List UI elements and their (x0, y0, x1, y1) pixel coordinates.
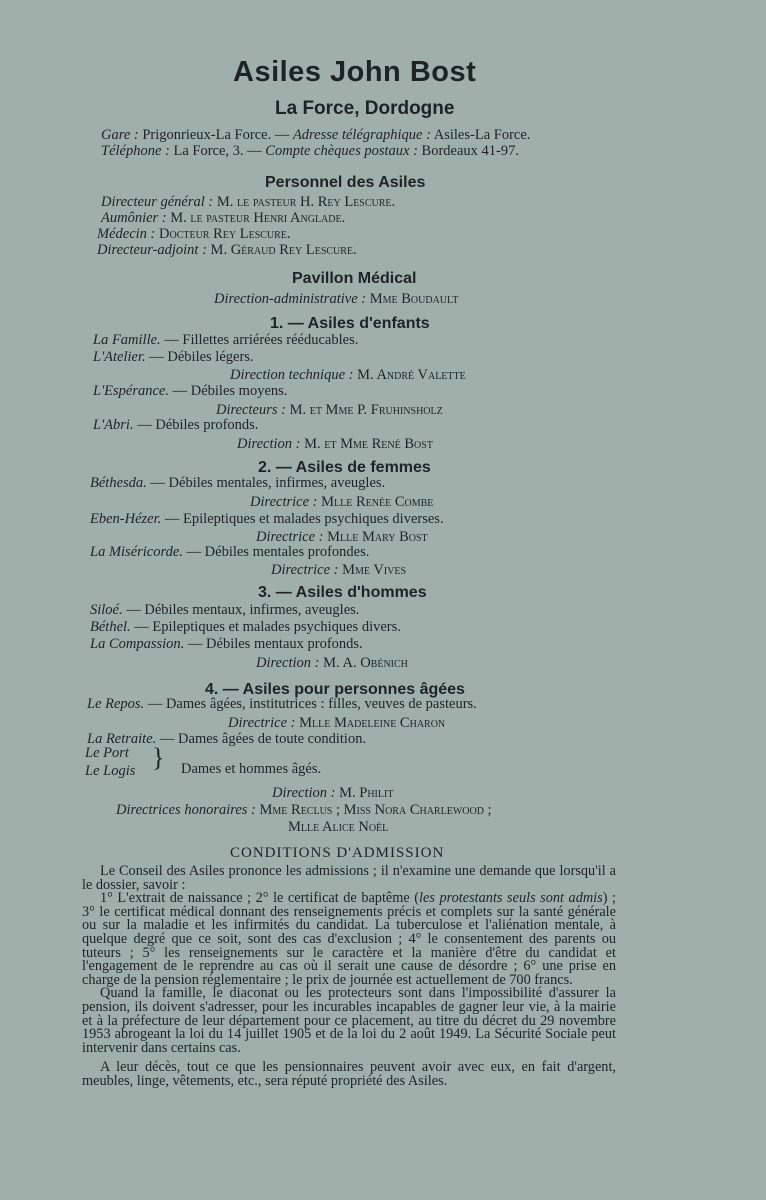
direction-label: Direction : (237, 436, 301, 452)
paragraph-part: 1° L'extrait de naissance ; 2° le certificat de baptême ( (100, 890, 420, 907)
personnel-row (97, 227, 291, 242)
asile-name: Siloé. (90, 602, 123, 618)
conditions-text (82, 865, 616, 1089)
asile-entry (93, 384, 287, 399)
asile-desc: — Débiles moyens. (172, 383, 288, 399)
asile-entry (87, 697, 477, 712)
honorary-directors (116, 803, 492, 818)
direction-line (237, 437, 433, 452)
direction-line (230, 368, 466, 383)
page-subtitle: La Force, Dordogne (275, 98, 455, 119)
telegraph-value: Asiles-La Force. (433, 127, 531, 143)
enfants-heading: 1. — Asiles d'enfants (270, 315, 430, 332)
asile-entry (90, 512, 444, 527)
direction-line (256, 656, 408, 671)
asile-desc: — Débiles profonds. (137, 417, 259, 433)
gare-label: Gare : (101, 127, 139, 143)
asile-desc: — Fillettes arriérées rééducables. (164, 332, 359, 348)
direction-label: Directeurs : (216, 402, 286, 418)
postal-label: Compte chèques postaux : (265, 143, 418, 159)
direction-line (256, 530, 428, 545)
asile-desc: — Débiles mentales profondes. (186, 544, 370, 560)
honorary-label: Directrices honoraires : (116, 802, 256, 818)
direction-label: Direction : (256, 655, 320, 671)
direction-label: Directrice : (228, 715, 296, 731)
direction-line (250, 495, 433, 510)
personnel-value: M. le pasteur Henri Anglade. (170, 210, 346, 226)
direction-value: Mlle Madeleine Charon (299, 715, 446, 731)
direction-value: M. et Mme René Bost (304, 436, 433, 452)
personnel-row (101, 211, 345, 226)
asile-name-logis: Le Logis (85, 763, 136, 779)
contact-line-1 (101, 128, 530, 143)
asile-entry (90, 476, 385, 491)
asile-desc: — Débiles légers. (149, 349, 254, 365)
asile-name: L'Abri. (93, 417, 134, 433)
asile-name: Eben-Hézer. (90, 511, 162, 527)
condition-paragraph: Quand la famille, le diaconat ou les protecteurs sont dans l'impossibilité d'assurer la pension, ils doivent s'adresser, pour les incurables incapables de gagner leur vie, à la mairie et à la préfecture de leur département pour ce placement, au titre du décret du 29 novembre 1953 abrogeant la loi du 14 juillet 1905 et de la loi du 2 août 1949. La Sécurité Sociale peut intervenir dans certains cas. (82, 985, 616, 1056)
personnel-heading: Personnel des Asiles (265, 174, 426, 191)
personnel-value: M. Géraud Rey Lescure. (210, 242, 357, 258)
personnel-label: Aumônier : (101, 210, 167, 226)
femmes-heading: 2. — Asiles de femmes (258, 459, 431, 476)
condition-paragraph (82, 892, 616, 987)
direction-line (216, 403, 443, 418)
asile-entry (90, 545, 369, 560)
direction-label: Directrice : (256, 529, 324, 545)
pavillon-value: Mme Boudault (369, 291, 459, 307)
asile-entry (93, 350, 254, 365)
asile-entry (93, 418, 258, 433)
personnel-label: Directeur général : (101, 194, 214, 210)
port-logis-desc: Dames et hommes âgés. (181, 761, 322, 777)
asile-desc: — Débiles mentales, infirmes, aveugles. (150, 475, 386, 491)
condition-paragraph: A leur décès, tout ce que les pensionnaires peuvent avoir avec eux, en fait d'argent, meubles, linge, vêtements, etc., sera réputé propriété des Asiles. (82, 1059, 616, 1089)
asile-name: Le Repos. (87, 696, 145, 712)
personnel-row (97, 243, 357, 258)
direction-label: Directrice : (250, 494, 318, 510)
paragraph-italic: les protestants seuls sont admis (419, 890, 603, 907)
personnel-value: M. le pasteur H. Rey Lescure. (216, 194, 396, 210)
direction-line (271, 563, 406, 578)
pavillon-label: Direction-administrative : (214, 291, 367, 307)
asile-desc: — Débiles mentaux, infirmes, aveugles. (126, 602, 360, 618)
direction-value: Mme Vives (342, 562, 407, 578)
telegraph-label: Adresse télégraphique : (292, 127, 431, 143)
asile-desc: — Epileptiques et malades psychiques divers. (134, 619, 401, 635)
asile-name: L'Atelier. (93, 349, 146, 365)
direction-value: M. Philit (339, 785, 394, 801)
personnel-label: Médecin : (97, 226, 156, 242)
asile-name: Béthel. (90, 619, 131, 635)
direction-value: Mlle Renée Combe (321, 494, 434, 510)
conditions-heading: CONDITIONS D'ADMISSION (230, 845, 445, 861)
ages-heading: 4. — Asiles pour personnes âgées (205, 681, 465, 698)
telephone-value: La Force, 3. — (173, 143, 262, 159)
gare-value: Prigonrieux-La Force. — (142, 127, 290, 143)
asile-entry (93, 333, 358, 348)
asile-name-port: Le Port (85, 745, 129, 761)
personnel-value: Docteur Rey Lescure. (159, 226, 291, 242)
asile-entry (90, 620, 401, 635)
contact-line-2 (101, 144, 519, 159)
asile-name: L'Espérance. (93, 383, 169, 399)
postal-value: Bordeaux 41-97. (421, 143, 519, 159)
asile-desc: — Dames âgées, institutrices : filles, veuves de pasteurs. (147, 696, 477, 712)
personnel-row (101, 195, 395, 210)
direction-value: M. A. Obénich (323, 655, 408, 671)
honorary-names-2: Mlle Alice Noël (288, 819, 389, 835)
asile-entry (90, 637, 363, 652)
asile-desc: — Dames âgées de toute condition. (159, 731, 367, 747)
asile-name: La Famille. (93, 332, 161, 348)
asile-entry (90, 603, 359, 618)
direction-line (228, 716, 445, 731)
brace-symbol: } (152, 743, 165, 772)
pavillon-direction (214, 292, 458, 307)
direction-value: M. André Valette (357, 367, 466, 383)
paragraph-part: ) ; 3° le certificat médical donnant des renseignements précis et complets sur la santé générale ou sur la maladie et les infirmités du candidat. La tuberculose et l'aliénation mentale, à quelque degré que ce soit, sont des cas d'exclusion ; 4° le consentement des parents ou tuteurs ; 5° les renseignements sur le caractère et la manière d'être du candidat et l'engagement de le reprendre au cas où il serait une cause de désordre ; 6° une prise en charge de la pension réglementaire ; le prix de journée est actuellement de 700 francs. (82, 890, 616, 988)
condition-paragraph: Le Conseil des Asiles prononce les admissions ; il n'examine une demande que lorsqu'il a le dossier, savoir : (82, 863, 616, 893)
direction-value: M. et Mme P. Fruhinsholz (289, 402, 443, 418)
asile-name: Béthesda. (90, 475, 147, 491)
asile-desc: — Epileptiques et malades psychiques diverses. (164, 511, 444, 527)
pavillon-heading: Pavillon Médical (292, 270, 417, 287)
asile-name: La Miséricorde. (90, 544, 183, 560)
direction-value: Mlle Mary Bost (327, 529, 428, 545)
asile-name: La Compassion. (90, 636, 185, 652)
personnel-label: Directeur-adjoint : (97, 242, 207, 258)
page-title: Asiles John Bost (233, 56, 477, 88)
asile-name: La Retraite. (87, 731, 157, 747)
honorary-names-1: Mme Reclus ; Miss Nora Charlewood ; (259, 802, 492, 818)
asile-desc: — Débiles mentaux profonds. (187, 636, 363, 652)
direction-label: Directrice : (271, 562, 339, 578)
hommes-heading: 3. — Asiles d'hommes (258, 584, 427, 601)
direction-label: Direction : (272, 785, 336, 801)
telephone-label: Téléphone : (101, 143, 170, 159)
direction-label: Direction technique : (230, 367, 354, 383)
direction-line (272, 786, 393, 801)
